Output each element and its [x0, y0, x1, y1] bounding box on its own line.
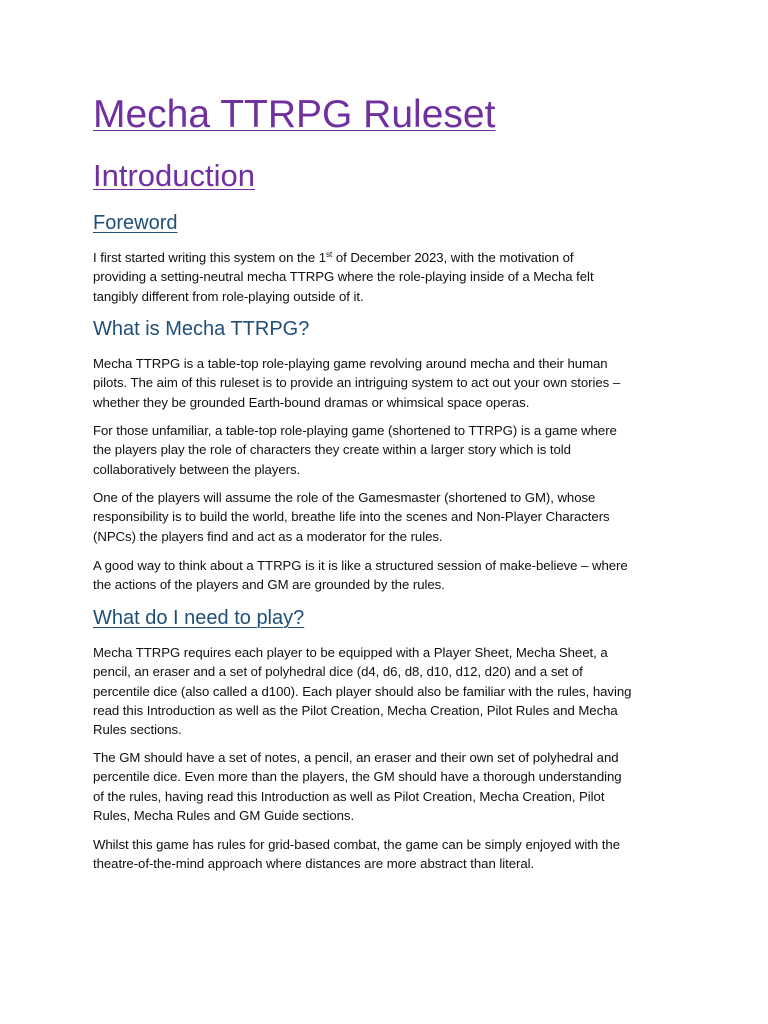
need-to-play-heading[interactable]: What do I need to play? — [93, 607, 305, 629]
ordinal-suffix: st — [326, 250, 333, 259]
foreword-line-1: I first started writing this system on the 1st of December 2023, with the motivation of — [93, 250, 574, 265]
need-to-play-paragraph-2: The GM should have a set of notes, a pencil, an eraser and their own set of polyhedral and percentile dice. Even more than the players, the GM should have a thorough understanding of the rules, having read this Introduction as well as Pilot Creation, Mecha Creation, Pilot Rules, Mecha Rules and GM Guide sections. — [93, 750, 622, 823]
what-is-paragraph-1: Mecha TTRPG is a table-top role-playing game revolving around mecha and their human pilots. The aim of this ruleset is to provide an intriguing system to act out your own stories – whether they be grounded Earth-bound dramas or whimsical space operas. — [93, 356, 621, 410]
foreword-heading[interactable]: Foreword — [93, 212, 178, 234]
need-to-play-paragraph-1: Mecha TTRPG requires each player to be equipped with a Player Sheet, Mecha Sheet, a pencil, an eraser and a set of polyhedral dice (d4, d6, d8, d10, d12, d20) and a set of percentile dice (also called a d100). Each player should also be familiar with the rules, having read this Introduction as well as the Pilot Creation, Mecha Creation, Pilot Rules and Mecha Rules sections. — [93, 645, 632, 738]
what-is-heading: What is Mecha TTRPG? — [93, 318, 310, 340]
what-is-paragraph-2: For those unfamiliar, a table-top role-playing game (shortened to TTRPG) is a game where the players play the role of characters they create within a larger story which is told collaboratively between the players. — [93, 423, 617, 477]
page-title-link[interactable]: Mecha TTRPG Ruleset — [93, 93, 496, 136]
foreword-line-3: tangibly different from role-playing outside of it. — [93, 288, 364, 304]
foreword-line-2: providing a setting-neutral mecha TTRPG where the role-playing inside of a Mecha felt — [93, 269, 594, 285]
what-is-paragraph-3: One of the players will assume the role of the Gamesmaster (shortened to GM), whose responsibility is to build the world, breathe life into the scenes and Non-Player Characters (NPCs) the players find and act as a moderator for the rules. — [93, 490, 610, 544]
need-to-play-paragraph-3: Whilst this game has rules for grid-based combat, the game can be simply enjoyed with the theatre-of-the-mind approach where distances are more abstract than literal. — [93, 837, 620, 872]
foreword-paragraph — [93, 248, 678, 306]
what-is-paragraph-4: A good way to think about a TTRPG is it is like a structured session of make-believe – where the actions of the players and GM are grounded by the rules. — [93, 558, 628, 593]
introduction-heading-link[interactable]: Introduction — [93, 158, 255, 193]
